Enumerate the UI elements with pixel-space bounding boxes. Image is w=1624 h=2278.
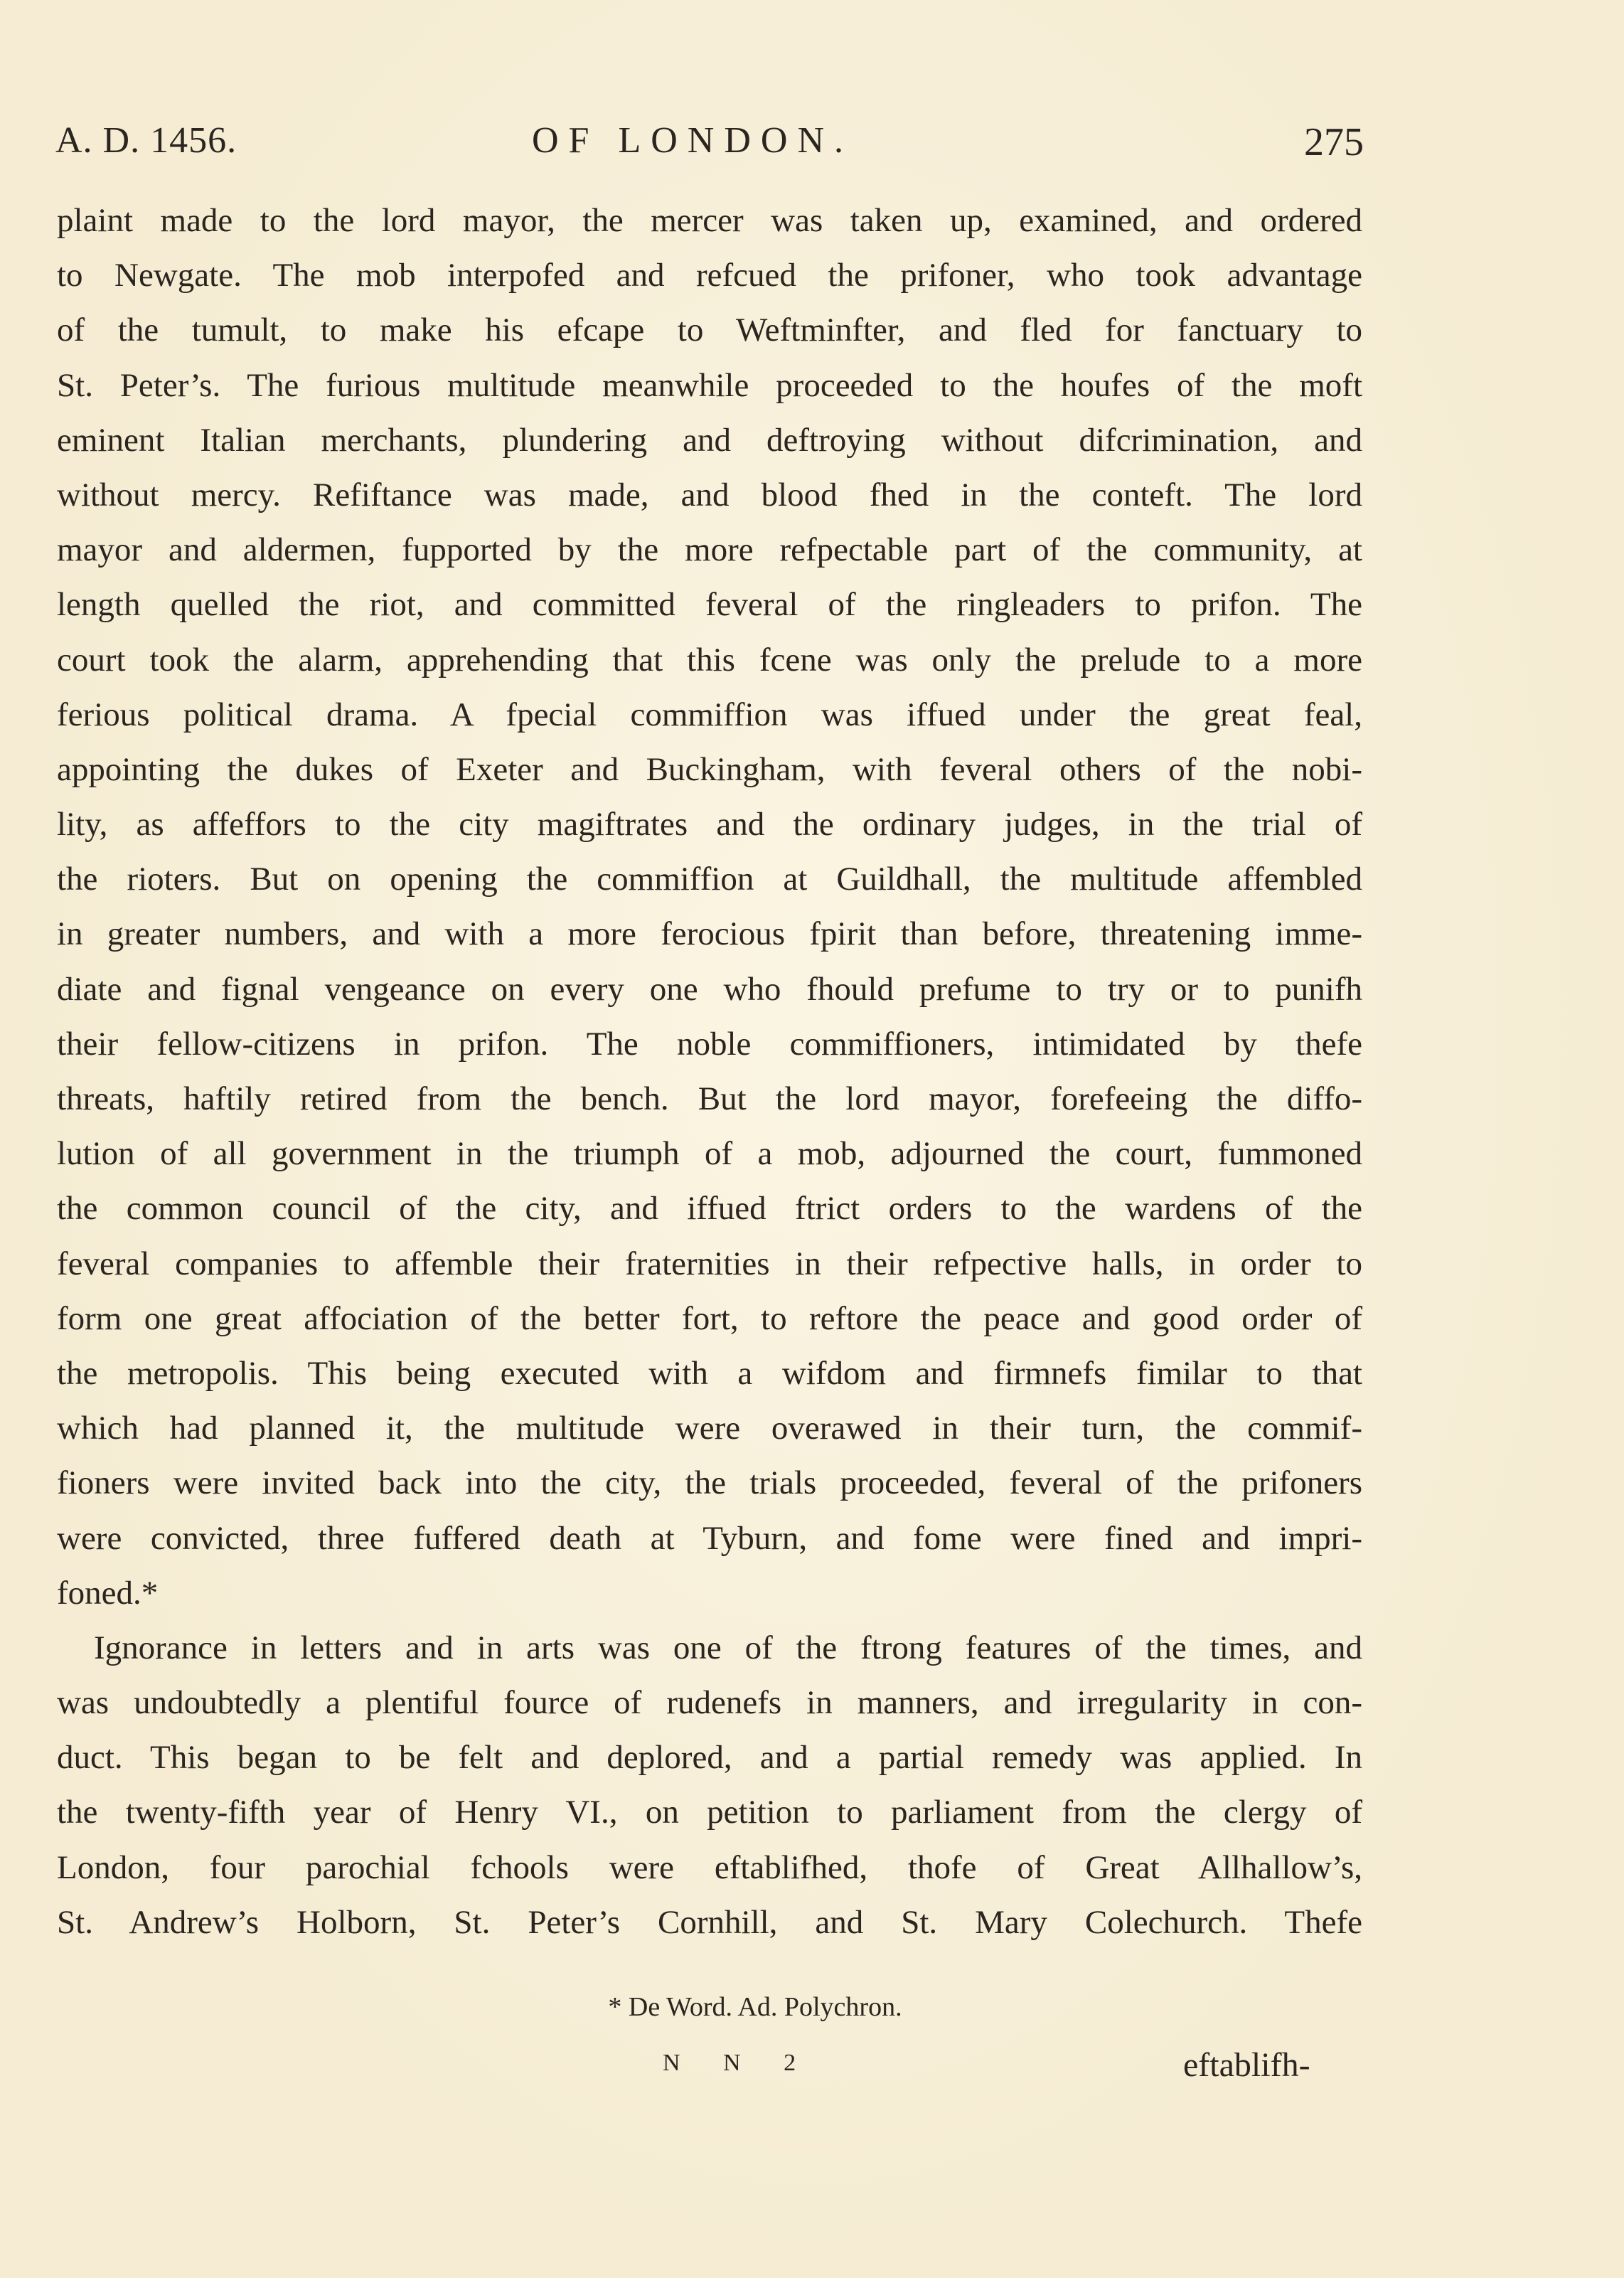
text-line: length quelled the riot, and committed feveral of the ringleaders to prifon. The — [57, 586, 1362, 624]
text-line: Ignorance in letters and in arts was one of the ftrong features of the times, and — [94, 1629, 1362, 1666]
header-title: OF LONDON. — [532, 120, 853, 161]
text-line: foned.* — [57, 1574, 159, 1612]
running-head — [55, 119, 1364, 183]
text-line: without mercy. Refiftance was made, and blood fhed in the conteft. The lord — [57, 476, 1362, 513]
text-line: of the tumult, to make his efcape to Weftminfter, and fled for fanctuary to — [57, 312, 1362, 349]
text-line: threats, haftily retired from the bench. But the lord mayor, forefeeing the diffo- — [57, 1080, 1362, 1117]
text-line: St. Andrew’s Holborn, St. Peter’s Cornhill, and St. Mary Colechurch. Thefe — [57, 1903, 1362, 1941]
text-line: plaint made to the lord mayor, the mercer was taken up, examined, and ordered — [57, 202, 1362, 239]
text-line: ferious political drama. A fpecial commiffion was iffued under the great feal, — [57, 696, 1362, 733]
text-line: their fellow-citizens in prifon. The noble commiffioners, intimidated by thefe — [57, 1025, 1362, 1063]
text-line: the twenty-fifth year of Henry VI., on petition to parliament from the clergy of — [57, 1794, 1362, 1831]
text-line: duct. This began to be felt and deplored, and a partial remedy was applied. In — [57, 1739, 1362, 1777]
text-line: appointing the dukes of Exeter and Buckingham, with feveral others of the nobi- — [57, 750, 1362, 788]
text-line: the metropolis. This being executed with a wifdom and firmnefs fimilar to that — [57, 1354, 1362, 1392]
text-line: form one great affociation of the better fort, to reftore the peace and good order of — [57, 1299, 1362, 1337]
text-line: mayor and aldermen, fupported by the more refpectable part of the community, at — [57, 531, 1362, 569]
text-line: diate and fignal vengeance on every one who fhould prefume to try or to punifh — [57, 970, 1362, 1008]
text-line: in greater numbers, and with a more ferocious fpirit than before, threatening imme- — [57, 915, 1362, 953]
text-line: court took the alarm, apprehending that this fcene was only the prelude to a more — [57, 641, 1362, 678]
body-text — [57, 193, 1362, 1950]
header-date: A. D. 1456. — [55, 120, 237, 161]
signature-mark: N N 2 — [663, 2050, 815, 2076]
text-line: lution of all government in the triumph of a mob, adjourned the court, fummoned — [57, 1135, 1362, 1173]
text-line: the rioters. But on opening the commiffion at Guildhall, the multitude affembled — [57, 861, 1362, 898]
text-line: the common council of the city, and iffued ftrict orders to the wardens of the — [57, 1190, 1362, 1228]
text-line: eminent Italian merchants, plundering and deftroying without difcrimination, and — [57, 421, 1362, 459]
text-line: were convicted, three fuffered death at Tyburn, and fome were fined and impri- — [57, 1519, 1362, 1557]
text-line: feveral companies to affemble their fraternities in their refpective halls, in order to — [57, 1245, 1362, 1282]
catchword: eftablifh- — [1183, 2046, 1310, 2084]
text-line: to Newgate. The mob interpofed and refcued the prifoner, who took advantage — [57, 257, 1362, 294]
text-line: was undoubtedly a plentiful fource of rudenefs in manners, and irregularity in con- — [57, 1684, 1362, 1722]
text-line: which had planned it, the multitude were overawed in their turn, the commif- — [57, 1410, 1362, 1447]
text-line: lity, as affeffors to the city magiftrates and the ordinary judges, in the trial of — [57, 806, 1362, 843]
page-number: 275 — [1304, 120, 1364, 164]
text-line: London, four parochial fchools were eftablifhed, thofe of Great Allhallow’s, — [57, 1848, 1362, 1886]
footnote: * De Word. Ad. Polychron. — [608, 1992, 902, 2022]
text-line: St. Peter’s. The furious multitude meanwhile proceeded to the houfes of the moft — [57, 366, 1362, 404]
text-line: fioners were invited back into the city, the trials proceeded, feveral of the prifoners — [57, 1464, 1362, 1502]
